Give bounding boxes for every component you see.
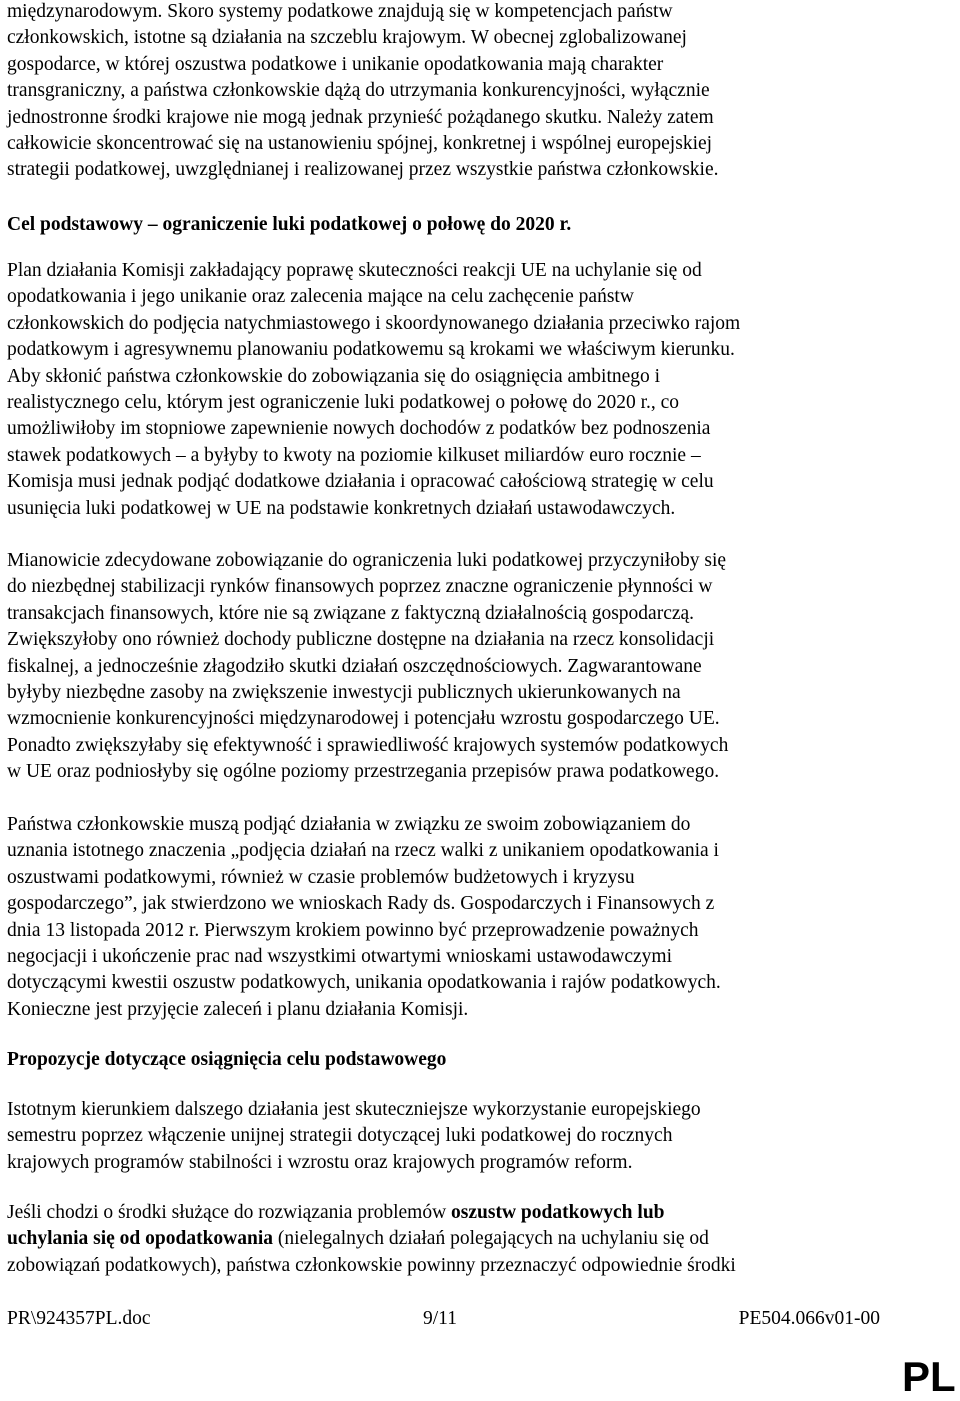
text-line: transakcjach finansowych, które nie są związane z faktyczną działalnością gospodarczą. (7, 602, 695, 624)
text-line: w UE oraz podniosłyby się ogólne poziomy przestrzegania przepisów prawa podatkowego. (7, 761, 720, 783)
bold-term-tax-fraud: oszustw podatkowych lub (451, 1202, 665, 1223)
text-line (7, 1226, 947, 1252)
paragraph-1 (7, 0, 947, 184)
language-badge: PL (902, 1353, 956, 1400)
paragraph-3 (7, 548, 947, 786)
text-line: oszustwami podatkowymi, również w czasie problemów budżetowych i kryzysu (7, 866, 635, 888)
paragraph-2 (7, 258, 947, 522)
text-line: krajowych programów stabilności i wzrostu oraz krajowych programów reform. (7, 1151, 633, 1173)
text-line: gospodarczego”, jak stwierdzono we wnioskach Rady ds. Gospodarczych i Finansowych z (7, 893, 715, 915)
text-line: strategii podatkowej, uwzględnianej i realizowanej przez wszystkie państwa członkowskie. (7, 159, 719, 181)
text-line: Aby skłonić państwa członkowskie do zobowiązania się do osiągnięcia ambitnego i (7, 365, 661, 387)
text-line: Zwiększyłoby ono również dochody publiczne dostępne na działania na rzecz konsolidacji (7, 629, 715, 651)
text-line: członkowskich, istotne są działania na szczeblu krajowym. W obecnej zglobalizowanej (7, 27, 687, 49)
text-line: usunięcia luki podatkowej w UE na podstawie konkretnych działań ustawodawczych. (7, 497, 676, 519)
paragraph-5 (7, 1097, 947, 1176)
text-run: (nielegalnych działań polegających na uchylaniu się od (273, 1228, 709, 1250)
text-line: jednostronne środki krajowe nie mogą jednak przynieść pożądanego skutku. Należy zatem (7, 106, 714, 128)
text-line: gospodarce, w której oszustwa podatkowe i unikanie opodatkowania mają charakter (7, 53, 664, 75)
text-line: międzynarodowym. Skoro systemy podatkowe znajdują się w kompetencjach państw (7, 1, 673, 22)
text-line: semestru poprzez włączenie unijnej strategii dotyczącej luki podatkowej do rocznych (7, 1125, 673, 1147)
text-line: stawek podatkowych – a byłyby to kwoty na poziomie kilkuset miliardów euro rocznie – (7, 444, 701, 466)
section-heading-proposals: Propozycje dotyczące osiągnięcia celu podstawowego (7, 1049, 447, 1070)
text-line: podatkowym i agresywnemu planowaniu podatkowemu są krokami we właściwym kierunku. (7, 339, 735, 361)
text-line: Ponadto zwiększyłaby się efektywność i sprawiedliwość krajowych systemów podatkowych (7, 734, 729, 756)
text-line: członkowskich do podjęcia natychmiastowego i skoordynowanego działania przeciwko rajom (7, 312, 741, 334)
text-line: transgraniczny, a państwa członkowskie dążą do utrzymania konkurencyjności, wyłącznie (7, 80, 710, 102)
text-line: Istotnym kierunkiem dalszego działania jest skuteczniejsze wykorzystanie europejskiego (7, 1099, 701, 1120)
text-line: do niezbędnej stabilizacji rynków finansowych poprzez znaczne ograniczenie płynności w (7, 576, 713, 598)
text-line: opodatkowania i jego unikanie oraz zalecenia mające na celu zachęcenie państw (7, 286, 634, 308)
text-line: Komisja musi jednak podjąć dodatkowe działania i opracować całościową strategię w celu (7, 471, 714, 493)
text-line: Mianowicie zdecydowane zobowiązanie do ograniczenia luki podatkowej przyczyniłoby się (7, 550, 727, 571)
section-heading-goal: Cel podstawowy – ograniczenie luki podatkowej o połowę do 2020 r. (7, 214, 572, 235)
text-run: Jeśli chodzi o środki służące do rozwiązania problemów (7, 1202, 452, 1223)
paragraph-4 (7, 812, 947, 1023)
paragraph-6 (7, 1200, 947, 1279)
text-line: zobowiązań podatkowych), państwa członkowskie powinny przeznaczyć odpowiednie środki (7, 1254, 736, 1276)
text-line: Państwa członkowskie muszą podjąć działania w związku ze swoim zobowiązaniem do (7, 814, 691, 835)
text-line: całkowicie skoncentrować się na ustanowieniu spójnej, konkretnej i wspólnej europejskiej (7, 133, 713, 155)
text-line: umożliwiłoby im stopniowe zapewnienie nowych dochodów z podatków bez podnoszenia (7, 418, 711, 440)
text-line: dotyczącymi kwestii oszustw podatkowych, unikania opodatkowania i rajów podatkowych. (7, 972, 721, 994)
text-line: byłyby niezbędne zasoby na zwiększenie inwestycji publicznych ukierunkowanych na (7, 682, 681, 704)
text-line: fiskalnej, a jednocześnie złagodziło skutki działań oszczędnościowych. Zagwarantowane (7, 655, 702, 677)
text-line: dnia 13 listopada 2012 r. Pierwszym krokiem powinno być przeprowadzenie poważnych (7, 919, 699, 941)
text-line: negocjacji i ukończenie prac nad wszystkimi otwartymi wnioskami ustawodawczymi (7, 946, 672, 968)
bold-term-tax-evasion: uchylania się od opodatkowania (7, 1228, 274, 1250)
text-line (7, 1200, 947, 1226)
footer-version: PE504.066v01-00 (738, 1308, 880, 1329)
text-line: uznania istotnego znaczenia „podjęcia działań na rzecz walki z unikaniem opodatkowania i (7, 840, 719, 862)
text-line: wzmocnienie konkurencyjności międzynarodowej i potencjału wzrostu gospodarczego UE. (7, 708, 720, 730)
text-line: realistycznego celu, którym jest ograniczenie luki podatkowej o połowę do 2020 r., co (7, 392, 680, 414)
text-line: Konieczne jest przyjęcie zaleceń i planu działania Komisji. (7, 998, 469, 1020)
footer-document-reference: PR\924357PL.doc (7, 1308, 151, 1329)
footer-page-number: 9/11 (423, 1308, 457, 1329)
text-line: Plan działania Komisji zakładający poprawę skuteczności reakcji UE na uchylanie się od (7, 260, 702, 281)
